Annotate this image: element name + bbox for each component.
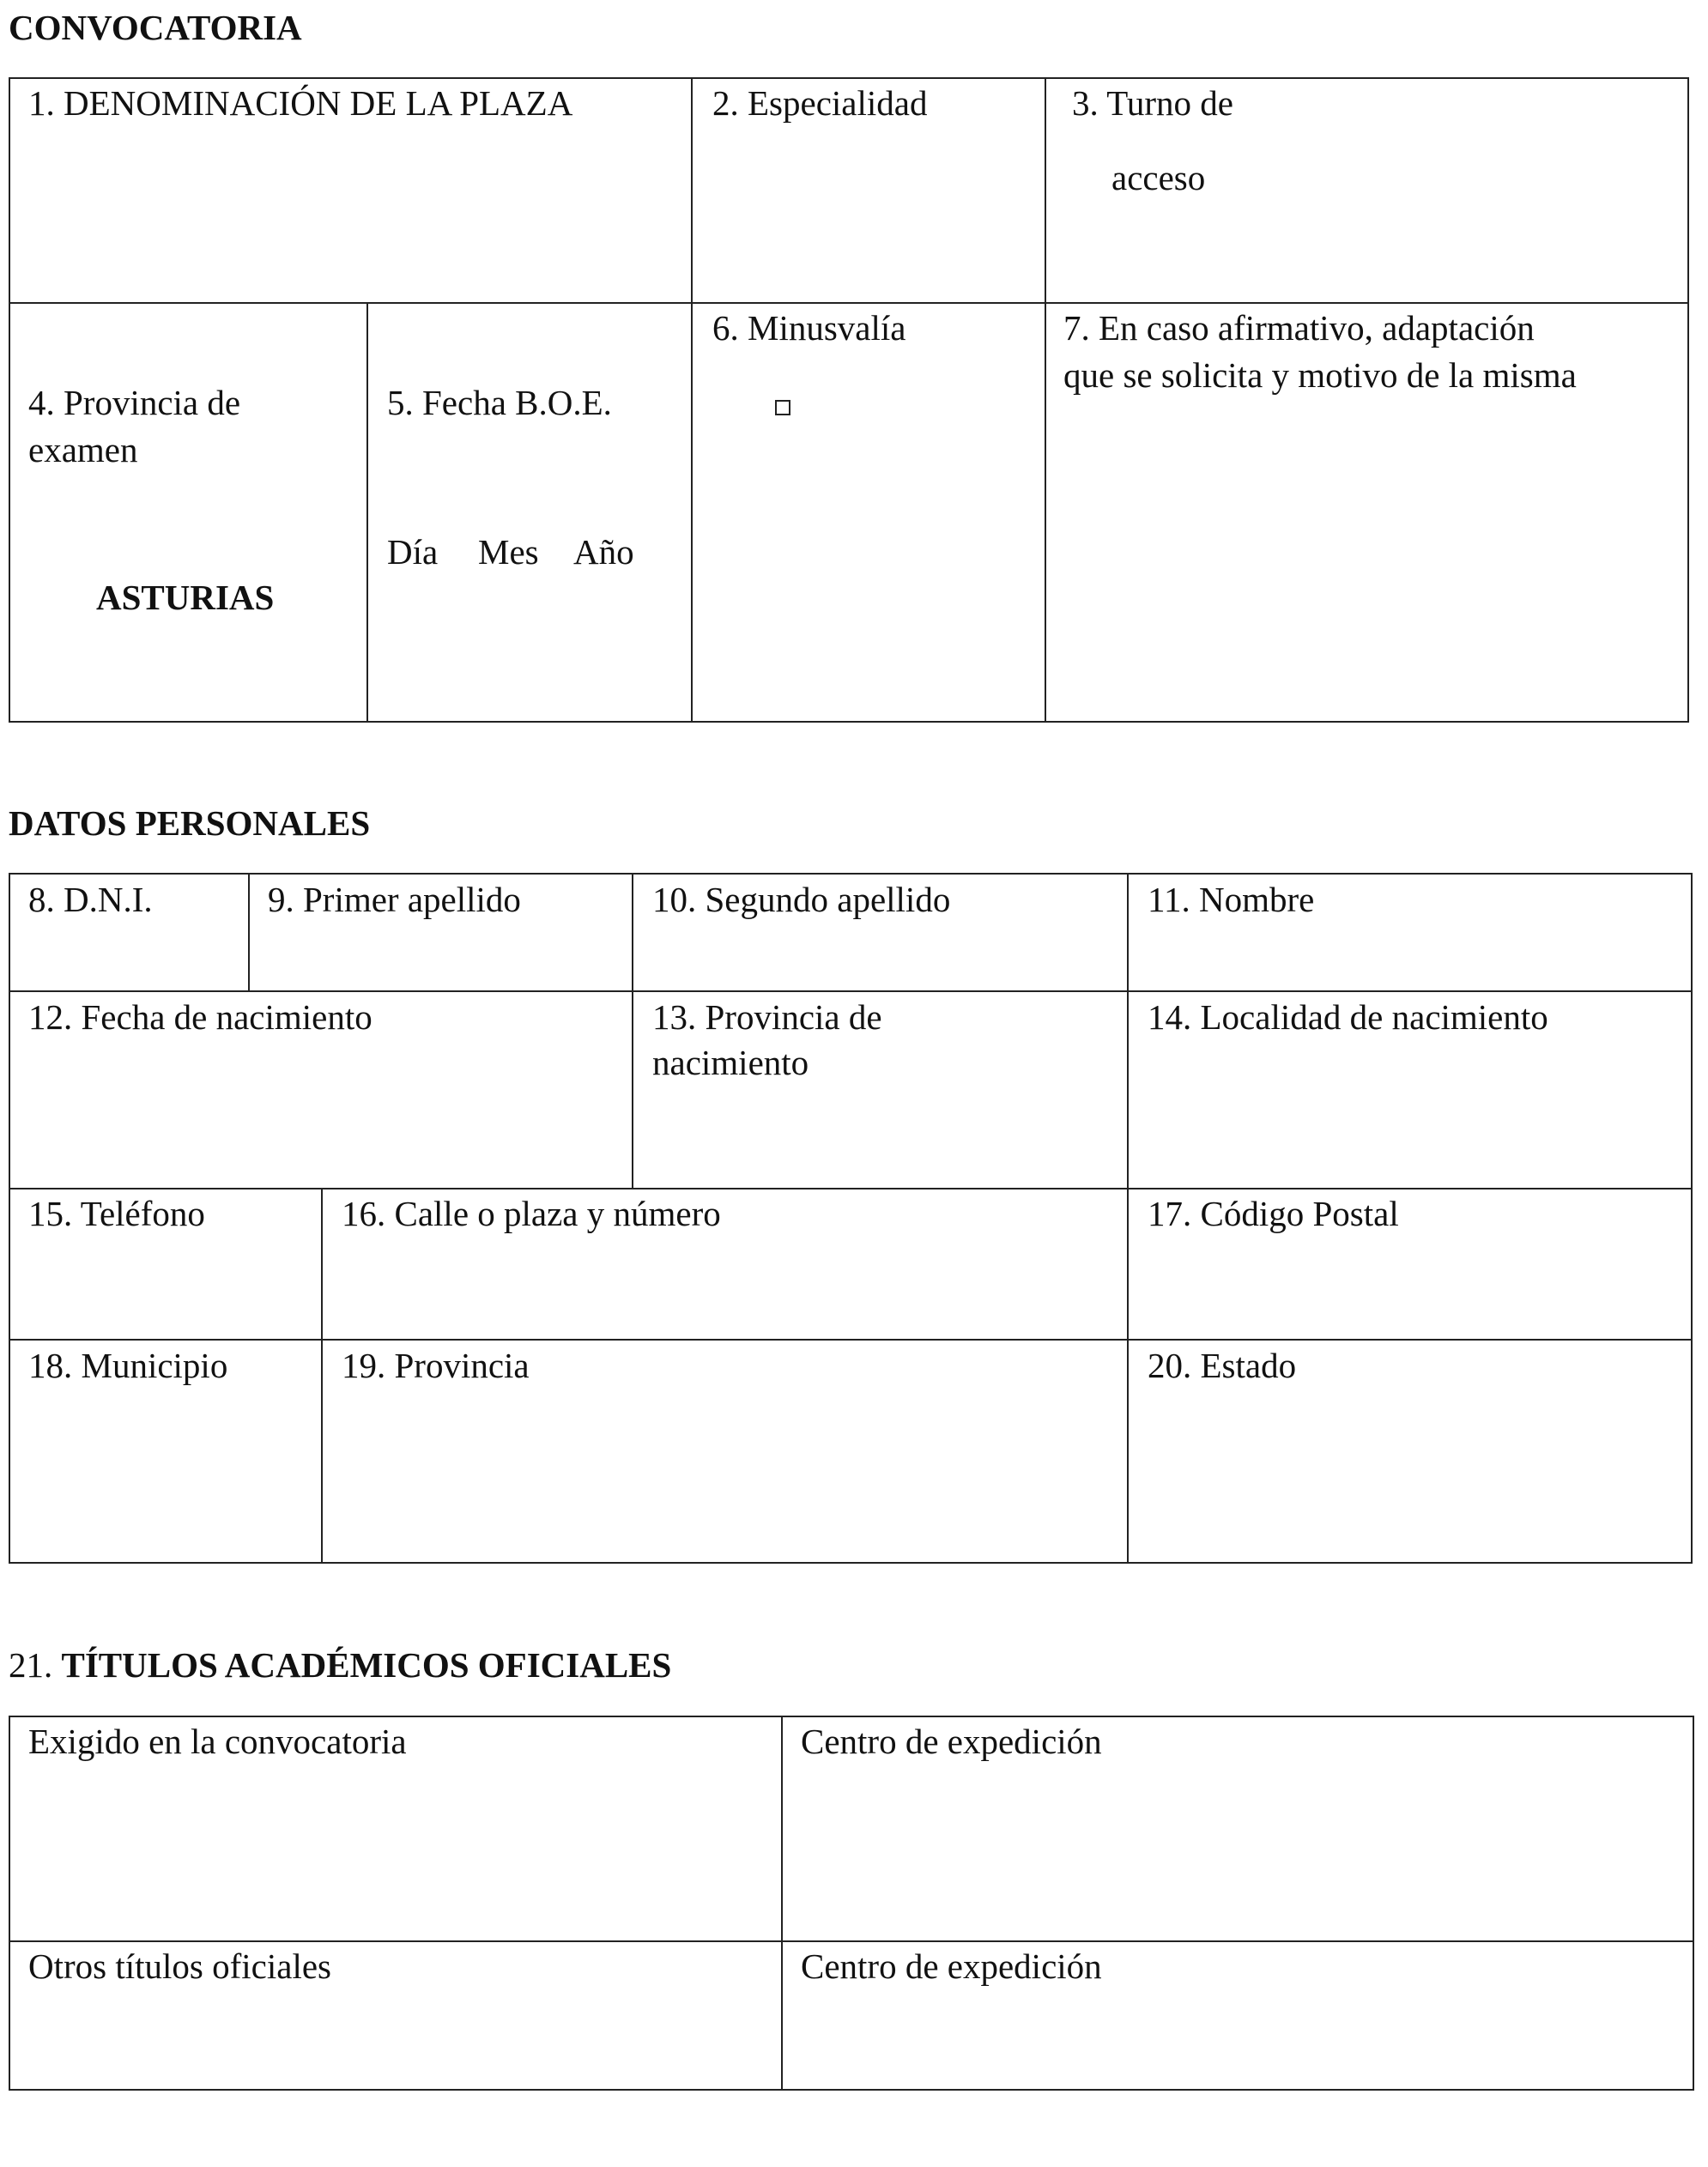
provincia-examen-label-cont: examen bbox=[28, 430, 138, 469]
fecha-dia-label: Día bbox=[387, 532, 439, 572]
fecha-boe-cell[interactable] bbox=[366, 302, 693, 723]
adaptacion-label: 7. En caso afirmativo, adaptación bbox=[1063, 308, 1535, 348]
dni-label: 8. D.N.I. bbox=[28, 880, 153, 919]
otros-titulos-label: Otros títulos oficiales bbox=[28, 1946, 332, 1986]
calle-label: 16. Calle o plaza y número bbox=[342, 1194, 721, 1233]
titulos-heading-text: TÍTULOS ACADÉMICOS OFICIALES bbox=[61, 1645, 672, 1685]
fecha-boe-label: 5. Fecha B.O.E. bbox=[387, 383, 612, 422]
provincia-examen-value: ASTURIAS bbox=[96, 578, 275, 617]
section-heading-datos-personales: DATOS PERSONALES bbox=[9, 803, 371, 843]
titulos-heading-number: 21. bbox=[9, 1645, 53, 1685]
provincia-label: 19. Provincia bbox=[342, 1346, 530, 1385]
localidad-nacimiento-label: 14. Localidad de nacimiento bbox=[1148, 997, 1548, 1037]
telefono-label: 15. Teléfono bbox=[28, 1194, 205, 1233]
estado-label: 20. Estado bbox=[1148, 1346, 1297, 1385]
denominacion-label: 1. DENOMINACIÓN DE LA PLAZA bbox=[28, 83, 573, 123]
section-heading-titulos bbox=[9, 1643, 671, 1687]
turno-label-cont: acceso bbox=[1111, 158, 1206, 197]
provincia-nacimiento-label: 13. Provincia de bbox=[652, 997, 882, 1037]
municipio-label: 18. Municipio bbox=[28, 1346, 228, 1385]
adaptacion-label-cont: que se solicita y motivo de la misma bbox=[1063, 355, 1577, 395]
minusvalia-cell bbox=[691, 302, 1046, 723]
fecha-anio-label: Año bbox=[573, 532, 634, 572]
minusvalia-label: 6. Minusvalía bbox=[712, 308, 906, 348]
codigo-postal-label: 17. Código Postal bbox=[1148, 1194, 1399, 1233]
section-heading-convocatoria: CONVOCATORIA bbox=[9, 8, 302, 47]
primer-apellido-label: 9. Primer apellido bbox=[268, 880, 521, 919]
centro-expedicion-2-label: Centro de expedición bbox=[801, 1946, 1102, 1986]
fecha-mes-label: Mes bbox=[478, 532, 539, 572]
provincia-examen-cell bbox=[9, 302, 368, 723]
turno-label: 3. Turno de bbox=[1072, 83, 1233, 123]
segundo-apellido-label: 10. Segundo apellido bbox=[652, 880, 951, 919]
provincia-nacimiento-label-cont: nacimiento bbox=[652, 1043, 809, 1082]
especialidad-label: 2. Especialidad bbox=[712, 83, 928, 123]
centro-expedicion-1-label: Centro de expedición bbox=[801, 1722, 1102, 1761]
exigido-label: Exigido en la convocatoria bbox=[28, 1722, 407, 1761]
provincia-examen-label: 4. Provincia de bbox=[28, 383, 241, 422]
minusvalia-checkbox[interactable] bbox=[775, 400, 790, 415]
nombre-label: 11. Nombre bbox=[1148, 880, 1315, 919]
fecha-nacimiento-label: 12. Fecha de nacimiento bbox=[28, 997, 372, 1037]
